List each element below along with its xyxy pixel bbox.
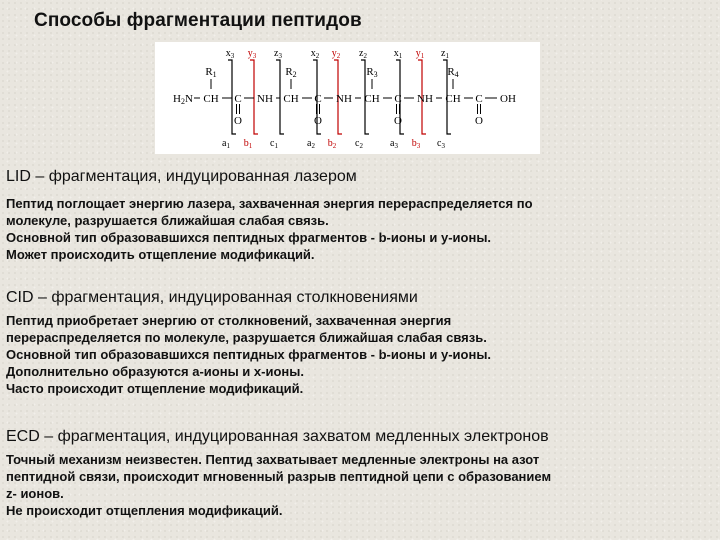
peptide-fragmentation-diagram [155, 42, 540, 154]
cid-line: Основной тип образовавшихся пептидных фрагментов - b-ионы и y-ионы. [6, 347, 492, 362]
cid-line: Дополнительно образуются a-ионы и x-ионы. [6, 364, 304, 379]
cid-heading: CID – фрагментация, индуцированная столкновениями [6, 289, 418, 306]
chain-atom: CH [203, 93, 219, 105]
top-ion-label: $z_3$ [274, 48, 282, 60]
side-chain-label: R1 [205, 66, 217, 79]
chain-atom: C [394, 93, 402, 105]
cid-line: Пептид приобретает энергию от столкновений, захваченная энергия [6, 313, 452, 328]
lid-line: молекуле, разрушается ближайшая слабая связь. [6, 213, 329, 228]
chain-atom: C [314, 93, 322, 105]
ecd-line: Не происходит отщепления модификаций. [6, 503, 283, 518]
lid-line: Может происходить отщепление модификаций. [6, 247, 315, 262]
cid-line: перераспределяется по молекуле, разрушается ближайшая слабая связь. [6, 330, 487, 345]
carbonyl-oxygen: O [314, 115, 322, 127]
bottom-ion-label: $c_3$ [437, 138, 445, 150]
carbonyl-oxygen: O [475, 115, 483, 127]
bottom-ion-label: $a_3$ [390, 138, 398, 150]
lid-heading: LID – фрагментация, индуцированная лазером [6, 168, 357, 185]
top-ion-label: $z_1$ [441, 48, 449, 60]
carbonyl-oxygen: O [234, 115, 242, 127]
ecd-line: z- ионов. [6, 486, 64, 501]
bottom-ion-label: $b_3$ [411, 138, 421, 150]
bottom-ion-label: $a_2$ [307, 138, 315, 150]
top-ion-label: $y_1$ [415, 48, 425, 60]
top-ion-label: $z_2$ [359, 48, 367, 60]
top-ion-label: $x_2$ [310, 48, 320, 60]
ecd-heading: ECD – фрагментация, индуцированная захватом медленных электронов [6, 428, 549, 445]
chain-atom: NH [336, 93, 352, 105]
lid-description [6, 195, 711, 263]
chain-atom: C [234, 93, 242, 105]
ecd-line: пептидной связи, происходит мгновенный разрыв пептидной цепи с образованием [6, 469, 552, 484]
chain-atom: H2N [173, 93, 193, 106]
side-chain-label: R4 [447, 66, 459, 79]
peptide-structure-svg [155, 42, 540, 154]
top-ion-label: $x_1$ [393, 48, 403, 60]
chain-atom: C [475, 93, 483, 105]
cid-description [6, 312, 711, 397]
ecd-description [6, 451, 711, 519]
top-ion-label: $y_3$ [247, 48, 257, 60]
bottom-ion-label: $b_1$ [243, 138, 253, 150]
chain-atom: NH [257, 93, 273, 105]
bottom-ion-label: $b_2$ [327, 138, 337, 150]
side-chain-label: R2 [285, 66, 297, 79]
bottom-ion-label: $c_1$ [270, 138, 278, 150]
side-chain-label: R3 [366, 66, 378, 79]
carbonyl-oxygen: O [394, 115, 402, 127]
chain-atom: OH [500, 93, 516, 105]
bottom-ion-label: $a_1$ [222, 138, 230, 150]
lid-line: Основной тип образовавшихся пептидных фрагментов - b-ионы и y-ионы. [6, 230, 492, 245]
slide-title: Способы фрагментации пептидов [34, 10, 362, 31]
lid-line: Пептид поглощает энергию лазера, захваченная энергия перераспределяется по [6, 196, 533, 211]
bottom-ion-label: $c_2$ [355, 138, 363, 150]
chain-atom: NH [417, 93, 433, 105]
chain-atom: CH [364, 93, 380, 105]
top-ion-label: $x_3$ [225, 48, 235, 60]
cid-line: Часто происходит отщепление модификаций. [6, 381, 304, 396]
chain-atom: CH [283, 93, 299, 105]
ecd-line: Точный механизм неизвестен. Пептид захватывает медленные электроны на азот [6, 452, 540, 467]
chain-atom: CH [445, 93, 461, 105]
top-ion-label: $y_2$ [331, 48, 341, 60]
